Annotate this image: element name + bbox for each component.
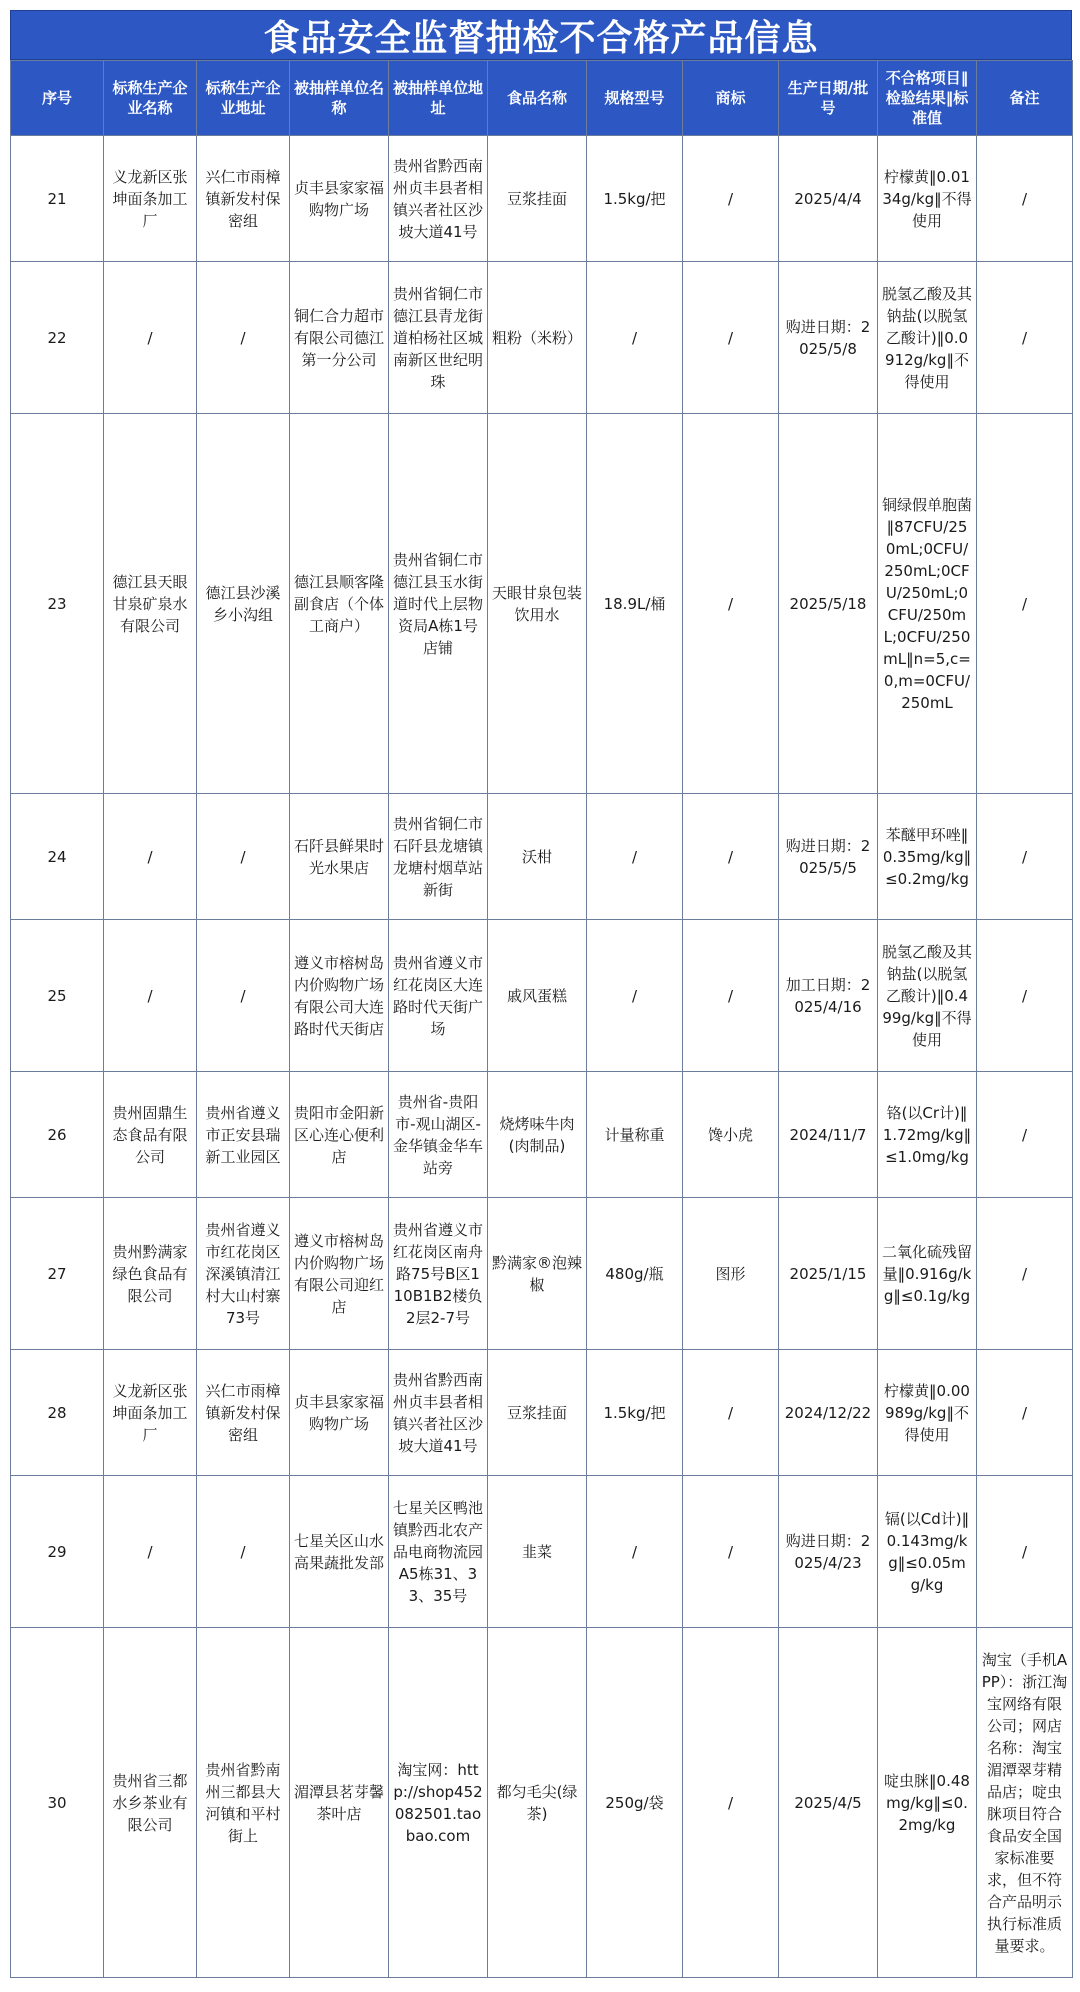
header-brand: 商标	[683, 61, 779, 136]
cell-no: 21	[11, 136, 104, 262]
table-row	[11, 136, 1073, 262]
cell-maker-address: /	[197, 794, 290, 920]
cell-sampled-unit: 贞丰县家家福购物广场	[290, 1350, 389, 1476]
cell-maker: 贵州黔满家绿色食品有限公司	[104, 1198, 197, 1350]
cell-no: 26	[11, 1072, 104, 1198]
cell-maker-address: /	[197, 920, 290, 1072]
cell-maker-address: 贵州省遵义市红花岗区深溪镇清江村大山村寨73号	[197, 1198, 290, 1350]
cell-maker: /	[104, 1476, 197, 1628]
cell-maker: /	[104, 920, 197, 1072]
cell-remark: /	[977, 414, 1073, 794]
cell-maker: /	[104, 794, 197, 920]
cell-food-name: 戚风蛋糕	[488, 920, 587, 1072]
cell-sampled-unit-address: 贵州省黔西南州贞丰县者相镇兴者社区沙坡大道41号	[389, 136, 488, 262]
cell-sampled-unit: 石阡县鲜果时光水果店	[290, 794, 389, 920]
cell-failed-item: 柠檬黄‖0.0134g/kg‖不得使用	[878, 136, 977, 262]
cell-food-name: 都匀毛尖(绿茶)	[488, 1628, 587, 1978]
cell-sampled-unit-address: 贵州省黔西南州贞丰县者相镇兴者社区沙坡大道41号	[389, 1350, 488, 1476]
cell-date: 加工日期：2025/4/16	[779, 920, 878, 1072]
cell-spec: /	[587, 262, 683, 414]
cell-brand: /	[683, 136, 779, 262]
header-sampled-unit: 被抽样单位名称	[290, 61, 389, 136]
cell-spec: 1.5kg/把	[587, 1350, 683, 1476]
cell-remark: /	[977, 1350, 1073, 1476]
cell-date: 2024/11/7	[779, 1072, 878, 1198]
cell-maker-address: 兴仁市雨樟镇新发村保密组	[197, 136, 290, 262]
cell-maker: 德江县天眼甘泉矿泉水有限公司	[104, 414, 197, 794]
table-row	[11, 1628, 1073, 1978]
cell-sampled-unit-address: 淘宝网：http://shop452082501.taobao.com	[389, 1628, 488, 1978]
header-maker: 标称生产企业名称	[104, 61, 197, 136]
cell-failed-item: 镉(以Cd计)‖0.143mg/kg‖≤0.05mg/kg	[878, 1476, 977, 1628]
cell-failed-item: 啶虫脒‖0.48mg/kg‖≤0.2mg/kg	[878, 1628, 977, 1978]
cell-failed-item: 苯醚甲环唑‖0.35mg/kg‖≤0.2mg/kg	[878, 794, 977, 920]
cell-sampled-unit: 七星关区山水高果蔬批发部	[290, 1476, 389, 1628]
cell-date: 2024/12/22	[779, 1350, 878, 1476]
table-row	[11, 920, 1073, 1072]
cell-no: 23	[11, 414, 104, 794]
cell-date: 2025/4/4	[779, 136, 878, 262]
cell-spec: 250g/袋	[587, 1628, 683, 1978]
cell-sampled-unit: 贵阳市金阳新区心连心便利店	[290, 1072, 389, 1198]
cell-remark: /	[977, 1476, 1073, 1628]
table-header	[11, 61, 1073, 136]
cell-remark: /	[977, 794, 1073, 920]
cell-no: 25	[11, 920, 104, 1072]
cell-maker: 贵州省三都水乡茶业有限公司	[104, 1628, 197, 1978]
cell-brand: /	[683, 794, 779, 920]
cell-spec: 计量称重	[587, 1072, 683, 1198]
cell-maker-address: 德江县沙溪乡小沟组	[197, 414, 290, 794]
table-row	[11, 1476, 1073, 1628]
title-bar	[10, 10, 1072, 60]
cell-failed-item: 脱氢乙酸及其钠盐(以脱氢乙酸计)‖0.0912g/kg‖不得使用	[878, 262, 977, 414]
cell-date: 购进日期：2025/5/8	[779, 262, 878, 414]
cell-failed-item: 二氧化硫残留量‖0.916g/kg‖≤0.1g/kg	[878, 1198, 977, 1350]
cell-remark: /	[977, 1072, 1073, 1198]
cell-no: 29	[11, 1476, 104, 1628]
cell-date: 购进日期：2025/4/23	[779, 1476, 878, 1628]
header-failed-item: 不合格项目‖检验结果‖标准值	[878, 61, 977, 136]
cell-brand: /	[683, 1628, 779, 1978]
cell-maker-address: /	[197, 262, 290, 414]
header-food-name: 食品名称	[488, 61, 587, 136]
cell-sampled-unit-address: 贵州省遵义市红花岗区大连路时代天街广场	[389, 920, 488, 1072]
cell-sampled-unit: 铜仁合力超市有限公司德江第一分公司	[290, 262, 389, 414]
cell-no: 27	[11, 1198, 104, 1350]
cell-remark: /	[977, 136, 1073, 262]
page-title: 食品安全监督抽检不合格产品信息	[263, 17, 819, 59]
cell-maker-address: 贵州省黔南州三都县大河镇和平村街上	[197, 1628, 290, 1978]
cell-sampled-unit-address: 贵州省铜仁市德江县青龙街道柏杨社区城南新区世纪明珠	[389, 262, 488, 414]
cell-spec: /	[587, 920, 683, 1072]
cell-sampled-unit-address: 七星关区鸭池镇黔西北农产品电商物流园A5栋31、33、35号	[389, 1476, 488, 1628]
cell-food-name: 天眼甘泉包装饮用水	[488, 414, 587, 794]
cell-spec: /	[587, 1476, 683, 1628]
cell-maker: 义龙新区张坤面条加工厂	[104, 1350, 197, 1476]
table-row	[11, 1350, 1073, 1476]
cell-sampled-unit-address: 贵州省铜仁市石阡县龙塘镇龙塘村烟草站新街	[389, 794, 488, 920]
cell-food-name: 黔满家®泡辣椒	[488, 1198, 587, 1350]
header-date: 生产日期/批号	[779, 61, 878, 136]
cell-food-name: 韭菜	[488, 1476, 587, 1628]
header-sampled-unit-address: 被抽样单位地址	[389, 61, 488, 136]
cell-no: 24	[11, 794, 104, 920]
cell-remark: /	[977, 262, 1073, 414]
cell-sampled-unit: 遵义市榕树岛内价购物广场有限公司迎红店	[290, 1198, 389, 1350]
cell-brand: /	[683, 1350, 779, 1476]
cell-sampled-unit-address: 贵州省-贵阳市-观山湖区-金华镇金华车站旁	[389, 1072, 488, 1198]
cell-no: 28	[11, 1350, 104, 1476]
cell-maker-address: /	[197, 1476, 290, 1628]
cell-failed-item: 柠檬黄‖0.00989g/kg‖不得使用	[878, 1350, 977, 1476]
cell-failed-item: 铜绿假单胞菌‖87CFU/250mL;0CFU/250mL;0CFU/250mL;0CFU/250mL;0CFU/250mL‖n=5,c=0,m=0CFU/250mL	[878, 414, 977, 794]
cell-remark: /	[977, 920, 1073, 1072]
cell-brand: /	[683, 262, 779, 414]
table-row	[11, 794, 1073, 920]
cell-sampled-unit-address: 贵州省铜仁市德江县玉水街道时代上层物资局A栋1号店铺	[389, 414, 488, 794]
cell-date: 2025/1/15	[779, 1198, 878, 1350]
cell-no: 22	[11, 262, 104, 414]
cell-food-name: 烧烤味牛肉(肉制品)	[488, 1072, 587, 1198]
cell-sampled-unit: 贞丰县家家福购物广场	[290, 136, 389, 262]
table-row	[11, 262, 1073, 414]
cell-date: 2025/5/18	[779, 414, 878, 794]
cell-failed-item: 脱氢乙酸及其钠盐(以脱氢乙酸计)‖0.499g/kg‖不得使用	[878, 920, 977, 1072]
table-body	[11, 136, 1073, 1978]
table-row	[11, 414, 1073, 794]
header-no: 序号	[11, 61, 104, 136]
cell-food-name: 沃柑	[488, 794, 587, 920]
cell-brand: /	[683, 920, 779, 1072]
header-maker-address: 标称生产企业地址	[197, 61, 290, 136]
header-remark: 备注	[977, 61, 1073, 136]
inspection-table	[10, 60, 1073, 1978]
cell-brand: 图形	[683, 1198, 779, 1350]
cell-food-name: 豆浆挂面	[488, 1350, 587, 1476]
table-row	[11, 1198, 1073, 1350]
cell-remark: /	[977, 1198, 1073, 1350]
cell-food-name: 粗粉（米粉）	[488, 262, 587, 414]
cell-brand: /	[683, 414, 779, 794]
cell-date: 2025/4/5	[779, 1628, 878, 1978]
cell-sampled-unit-address: 贵州省遵义市红花岗区南舟路75号B区110B1B2楼负2层2-7号	[389, 1198, 488, 1350]
cell-brand: 馋小虎	[683, 1072, 779, 1198]
cell-spec: 480g/瓶	[587, 1198, 683, 1350]
cell-maker-address: 兴仁市雨樟镇新发村保密组	[197, 1350, 290, 1476]
cell-food-name: 豆浆挂面	[488, 136, 587, 262]
cell-maker-address: 贵州省遵义市正安县瑞新工业园区	[197, 1072, 290, 1198]
cell-spec: 18.9L/桶	[587, 414, 683, 794]
cell-remark: 淘宝（手机APP）：浙江淘宝网络有限公司；网店名称：淘宝湄潭翠芽精品店；啶虫脒项目符合食品安全国家标准要求，但不符合产品明示执行标准质量要求。	[977, 1628, 1073, 1978]
cell-maker: /	[104, 262, 197, 414]
table-row	[11, 1072, 1073, 1198]
cell-failed-item: 铬(以Cr计)‖1.72mg/kg‖≤1.0mg/kg	[878, 1072, 977, 1198]
cell-no: 30	[11, 1628, 104, 1978]
cell-brand: /	[683, 1476, 779, 1628]
cell-spec: 1.5kg/把	[587, 136, 683, 262]
header-spec: 规格型号	[587, 61, 683, 136]
cell-maker: 贵州固鼎生态食品有限公司	[104, 1072, 197, 1198]
cell-spec: /	[587, 794, 683, 920]
cell-sampled-unit: 德江县顺客隆副食店（个体工商户）	[290, 414, 389, 794]
cell-maker: 义龙新区张坤面条加工厂	[104, 136, 197, 262]
cell-sampled-unit: 湄潭县茗芽馨茶叶店	[290, 1628, 389, 1978]
cell-date: 购进日期：2025/5/5	[779, 794, 878, 920]
cell-sampled-unit: 遵义市榕树岛内价购物广场有限公司大连路时代天街店	[290, 920, 389, 1072]
